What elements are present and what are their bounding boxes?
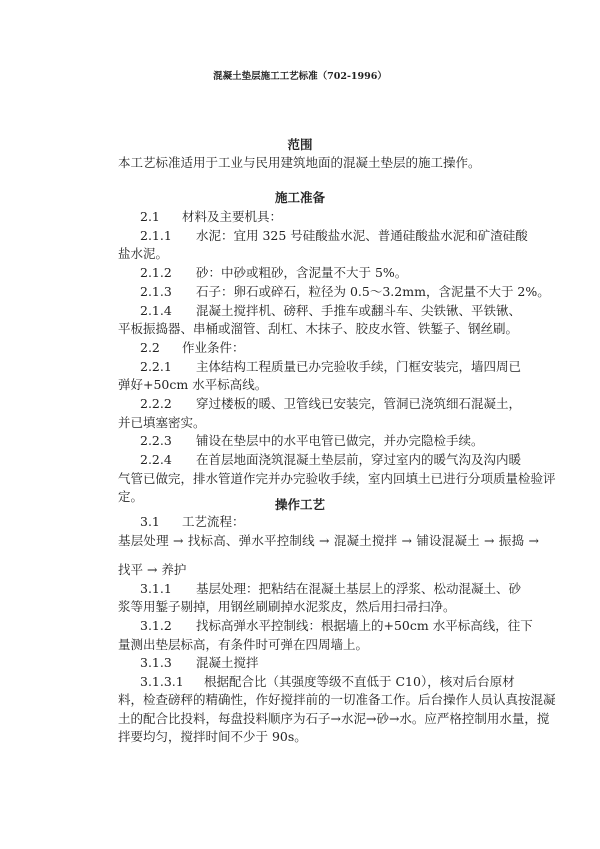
item-2-2-2-cont: 并已填塞密实。 [118,415,206,430]
item-3-1-3-1-cont2: 土的配合比投料，每盘投料顺序为石子→水泥→砂→水。应严格控制用水量，搅 [118,711,550,726]
process-flow: 基层处理 → 找标高、弹水平控制线 → 混凝土搅拌 → 铺设混凝土 → 振捣 → [118,533,540,548]
item-2-2-4-cont2: 定。 [118,489,144,504]
item-3-1-3-1-cont3: 拌要均匀，搅拌时间不少于 90s。 [118,729,307,744]
scope-text: 本工艺标准适用于工业与民用建筑地面的混凝土垫层的施工操作。 [118,155,481,170]
item-2-2-4-cont1: 气管已做完，排水管道作完并办完验收手续，室内回填土已进行分项质量检验评 [118,471,556,486]
item-3-1-1-cont: 浆等用錾子剔掉，用钢丝刷刷掉水泥浆皮，然后用扫帚扫净。 [118,599,456,614]
item-2-1-1-cont: 盐水泥。 [118,246,169,261]
section-heading-prep: 施工准备 [274,190,325,205]
section-heading-ops: 操作工艺 [274,497,325,512]
document-title: 混凝土垫层施工工艺标准（702-1996） [213,71,387,82]
section-heading-scope: 范围 [287,137,313,152]
document-page: 混凝土垫层施工工艺标准（702-1996） 范围 本工艺标准适用于工业与民用建筑地面的混凝土垫层的施工操作。 施工准备 2.1 材料及主要机具： 2.1.1 水泥：宜用 325 号硅酸盐水泥、普通硅酸盐水泥和矿渣硅酸 盐水泥。 2.1.2 砂：中砂或粗砂，含泥量不大于 5%。 2.1.3 石子：卵石或碎石，粒径为 0.5～3.2mm，含泥量不大于 2%。 2.1.4 混凝土搅拌机、磅秤、手推车或翻斗车、尖铁锹、平铁锹、 平板振捣器、串桶或溜管、刮杠、木抹子、胶皮水管、铁錾子、钢丝刷。 2.2 作业条件： 2.2.1 主体结构工程质量已办完验收手续，门框安装完，墙四周已 弹好+50cm 水平标高线。 2.2.2 穿过楼板的暖、卫管线已安装完，管洞已浇筑细石混凝土， 并已填塞密实。 2.2.3 铺设在垫层中的水平电管已做完，并办完隐检手续。 2.2.4 在首层地面浇筑混凝土垫层前，穿过室内的暖气沟及沟内暖 气管已做完，排水管道作完并办完验收手续，室内回填土已进行分项质量检验评 定。 操作工艺 3.1 工艺流程： 基层处理 → 找标高、弹水平控制线 → 混凝土搅拌 → 铺设混凝土 → 振捣 → 找平 → 养护 3.1.1 基层处理：把粘结在混凝土基层上的浮浆、松动混凝土、砂 浆等用錾子剔掉，用钢丝刷刷掉水泥浆皮，然后用扫帚扫净。 3.1.2 找标高弹水平控制线：根据墙上的+50cm 水平标高线，往下 量测出垫层标高，有条件时可弹在四周墙上。 3.1.3 混凝土搅拌 3.1.3.1 根据配合比（其强度等级不直低于 C10），核对后台原材 料，检查磅秤的精确性，作好搅拌前的一切准备工作。后台操作人员认真按混凝 土的配合比投料，每盘投料顺序为石子→水泥→砂→水。应严格控制用水量，搅 拌要均匀，搅拌时间不少于 90s。 [0,0,600,849]
process-flow-cont: 找平 → 养护 [118,562,187,577]
item-3-1-3-1-cont1: 料，检查磅秤的精确性，作好搅拌前的一切准备工作。后台操作人员认真按混凝 [118,692,556,707]
item-2-1-4-cont: 平板振捣器、串桶或溜管、刮杠、木抹子、胶皮水管、铁錾子、钢丝刷。 [118,321,519,336]
item-3-1-2-cont: 量测出垫层标高，有条件时可弹在四周墙上。 [118,637,369,652]
item-2-2-1-cont: 弹好+50cm 水平标高线。 [118,377,268,392]
